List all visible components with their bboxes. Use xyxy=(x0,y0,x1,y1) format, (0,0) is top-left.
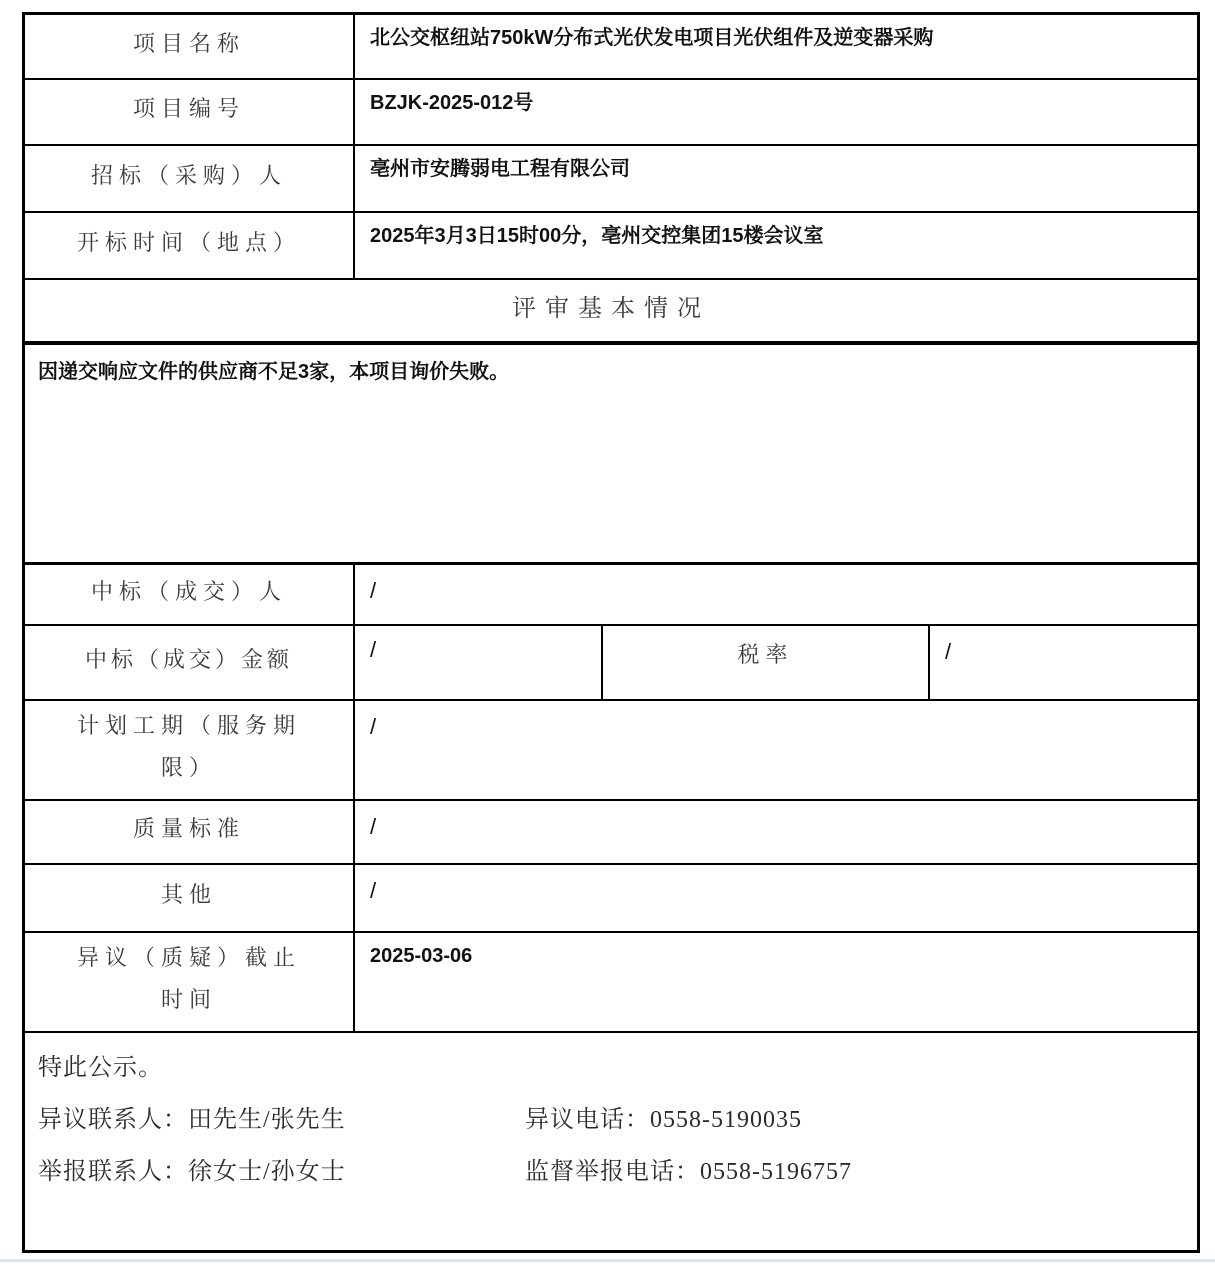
row-project-number xyxy=(25,78,1197,144)
bid-opening-label: 开标时间（地点） xyxy=(25,213,355,278)
project-name-label: 项目名称 xyxy=(25,15,355,78)
row-review-section-header xyxy=(25,278,1197,341)
objection-deadline-value: 2025-03-06 xyxy=(370,944,473,967)
report-phone: 监督举报电话：0558-5196757 xyxy=(525,1158,852,1185)
row-project-name xyxy=(25,15,1197,78)
page-bottom-divider xyxy=(0,1259,1215,1262)
review-result-text: 因递交响应文件的供应商不足3家，本项目询价失败。 xyxy=(38,361,510,383)
announcement-block xyxy=(25,1033,1197,1250)
announcement-closing xyxy=(38,1047,1187,1082)
row-review-result xyxy=(25,341,1197,562)
other-label: 其他 xyxy=(25,865,355,931)
objection-deadline-label: 异议（质疑）截止时间 xyxy=(25,933,355,1031)
review-result-table xyxy=(22,12,1200,1253)
row-winner xyxy=(25,562,1197,624)
row-purchaser xyxy=(25,144,1197,211)
bid-opening-value: 2025年3月3日15时00分，亳州交控集团15楼会议室 xyxy=(370,225,824,247)
row-planned-duration xyxy=(25,699,1197,799)
row-other xyxy=(25,863,1197,931)
report-contact: 举报联系人：徐女士/孙女士 xyxy=(38,1158,346,1185)
quality-standard-label: 质量标准 xyxy=(25,801,355,863)
objection-contact-line xyxy=(38,1099,1187,1134)
row-award-amount xyxy=(25,624,1197,699)
objection-phone: 异议电话：0558-5190035 xyxy=(525,1106,802,1133)
quality-standard-value: / xyxy=(370,813,377,839)
objection-contact: 异议联系人：田先生/张先生 xyxy=(38,1106,346,1133)
award-amount-label: 中标（成交）金额 xyxy=(25,626,355,699)
other-value: / xyxy=(370,877,377,903)
purchaser-value: 亳州市安腾弱电工程有限公司 xyxy=(370,158,630,180)
row-bid-opening xyxy=(25,211,1197,278)
report-contact-line xyxy=(38,1151,1187,1186)
winner-label: 中标（成交）人 xyxy=(25,565,355,624)
tax-rate-label: 税率 xyxy=(603,626,930,699)
review-section-title: 评审基本情况 xyxy=(512,296,710,322)
project-name-value: 北公交枢纽站750kW分布式光伏发电项目光伏组件及逆变器采购 xyxy=(370,27,934,49)
planned-duration-value: / xyxy=(370,714,377,739)
planned-duration-label: 计划工期（服务期限） xyxy=(25,701,355,799)
project-number-label: 项目编号 xyxy=(25,80,355,144)
project-number-value: BZJK-2025-012号 xyxy=(370,92,534,114)
winner-value: / xyxy=(370,578,377,603)
row-announcement xyxy=(25,1031,1197,1250)
row-objection-deadline xyxy=(25,931,1197,1031)
tax-rate-value: / xyxy=(945,639,952,664)
row-quality-standard xyxy=(25,799,1197,863)
closing-text: 特此公示。 xyxy=(38,1054,163,1081)
purchaser-label: 招标（采购）人 xyxy=(25,146,355,211)
award-amount-value: / xyxy=(355,626,603,699)
